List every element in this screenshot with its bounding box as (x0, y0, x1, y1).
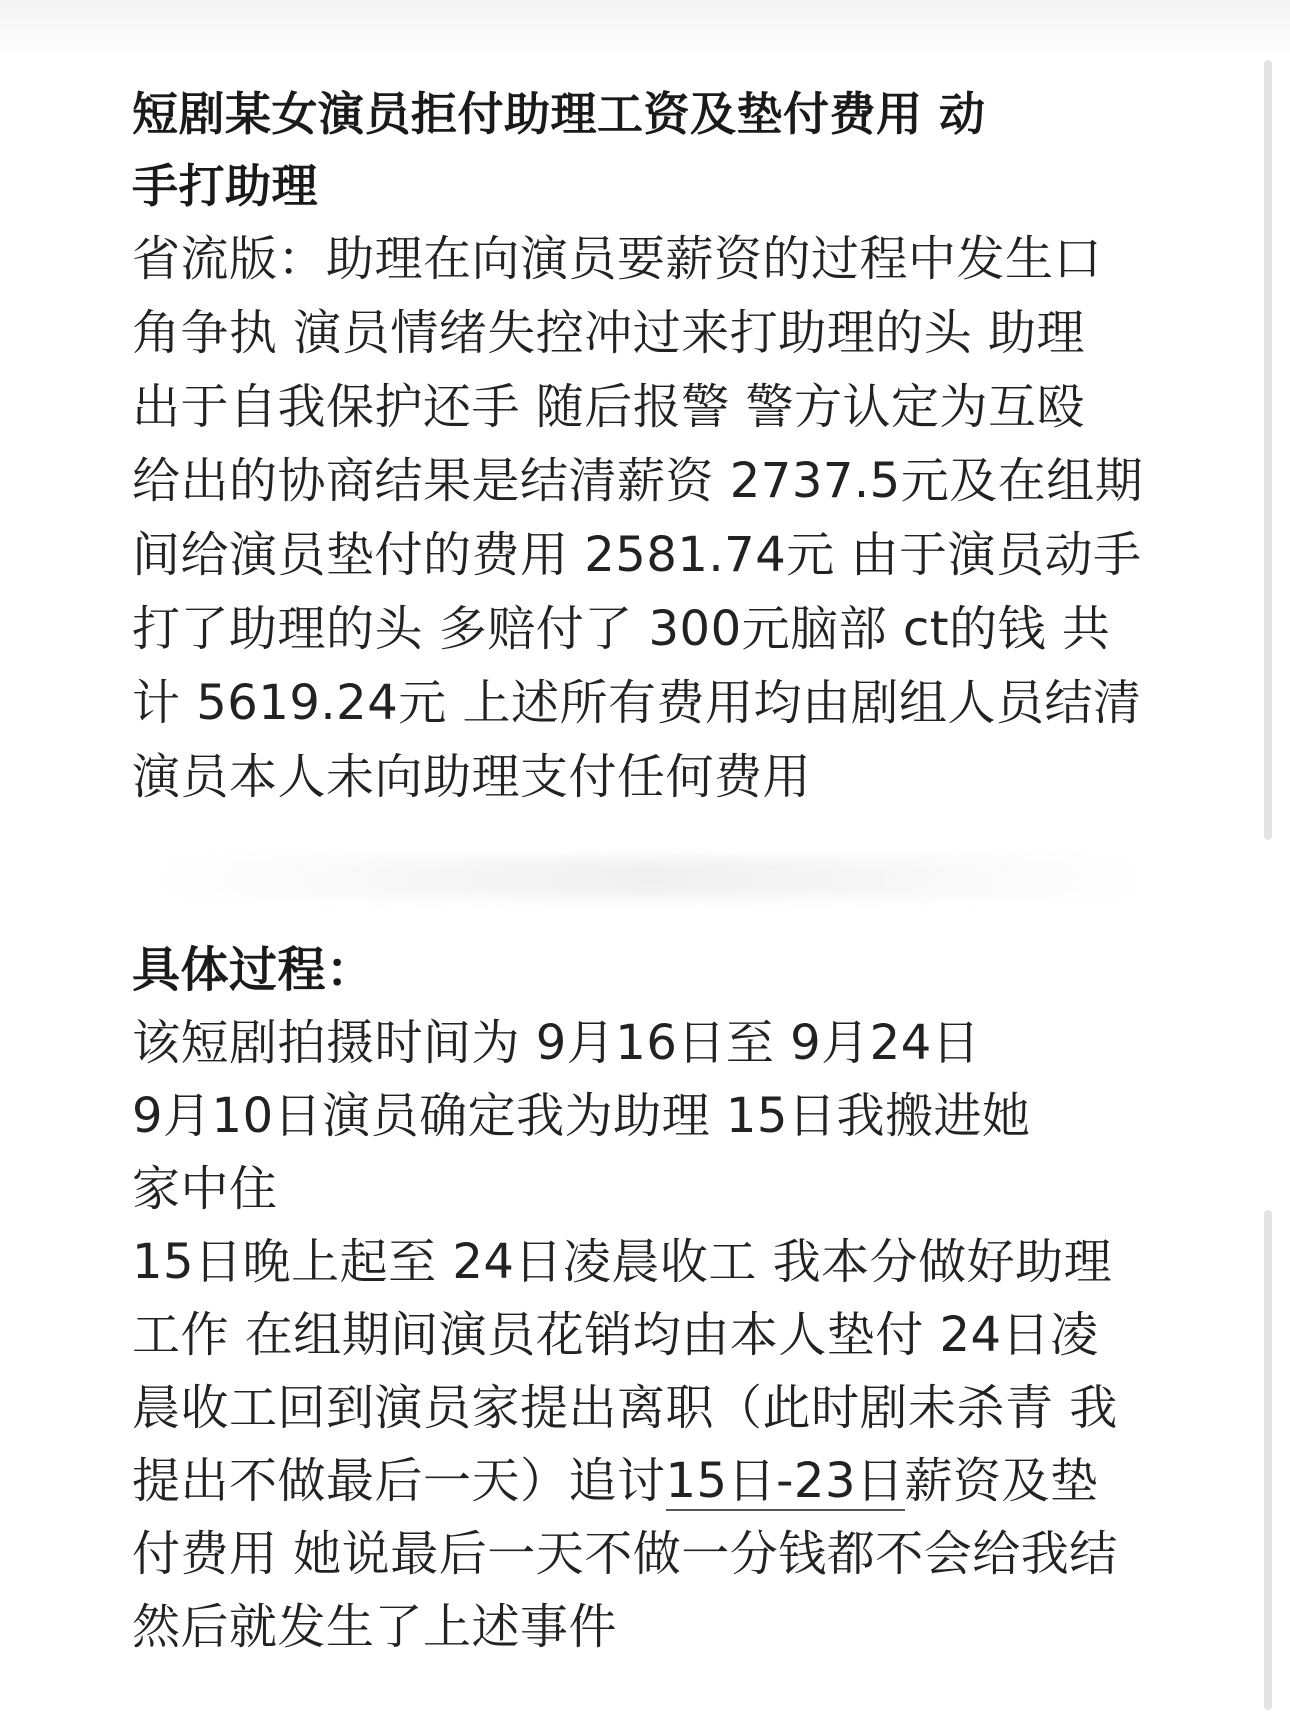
process-line: 付费用 她说最后一天不做一分钱都不会给我结 (132, 1526, 1118, 1582)
text-before-underline: 提出不做最后一天）追讨 (132, 1453, 666, 1509)
process-heading: 具体过程： (132, 942, 375, 998)
title-line: 短剧某女演员拒付助理工资及垫付费用 动 (132, 87, 986, 141)
section-spacer (132, 814, 1182, 934)
post-content (132, 78, 1182, 1664)
summary-block (132, 222, 1182, 814)
scrollbar-top[interactable] (1264, 60, 1272, 840)
post-title (132, 78, 1182, 222)
title-line: 手打助理 (132, 159, 318, 213)
summary-line: 给出的协商结果是结清薪资 2737.5元及在组期 (132, 453, 1144, 509)
text-after-underline: 薪资及垫 (904, 1453, 1099, 1509)
summary-line: 出于自我保护还手 随后报警 警方认定为互殴 (132, 379, 1086, 435)
top-fade (0, 0, 1290, 60)
process-line: 9月10日演员确定我为助理 15日我搬进她 (132, 1088, 1031, 1144)
process-line: 该短剧拍摄时间为 9月16日至 9月24日 (132, 1015, 981, 1071)
process-line-underlined (132, 1445, 1182, 1518)
summary-line: 计 5619.24元 上述所有费用均由剧组人员结清 (132, 675, 1142, 731)
process-line: 家中住 (132, 1161, 278, 1217)
summary-line: 省流版：助理在向演员要薪资的过程中发生口 (132, 231, 1103, 287)
summary-line: 角争执 演员情绪失控冲过来打助理的头 助理 (132, 305, 1086, 361)
underlined-date-range: 15日-23日 (665, 1453, 905, 1509)
summary-line: 间给演员垫付的费用 2581.74元 由于演员动手 (132, 527, 1142, 583)
process-line: 晨收工回到演员家提出离职（此时剧未杀青 我 (132, 1380, 1118, 1436)
scrollbar-bottom[interactable] (1264, 1210, 1272, 1710)
summary-line: 演员本人未向助理支付任何费用 (132, 749, 812, 805)
process-block (132, 934, 1182, 1664)
process-line: 然后就发生了上述事件 (132, 1599, 618, 1655)
summary-line: 打了助理的头 多赔付了 300元脑部 ct的钱 共 (132, 601, 1111, 657)
process-line: 工作 在组期间演员花销均由本人垫付 24日凌 (132, 1307, 1099, 1363)
process-line: 15日晚上起至 24日凌晨收工 我本分做好助理 (132, 1234, 1113, 1290)
